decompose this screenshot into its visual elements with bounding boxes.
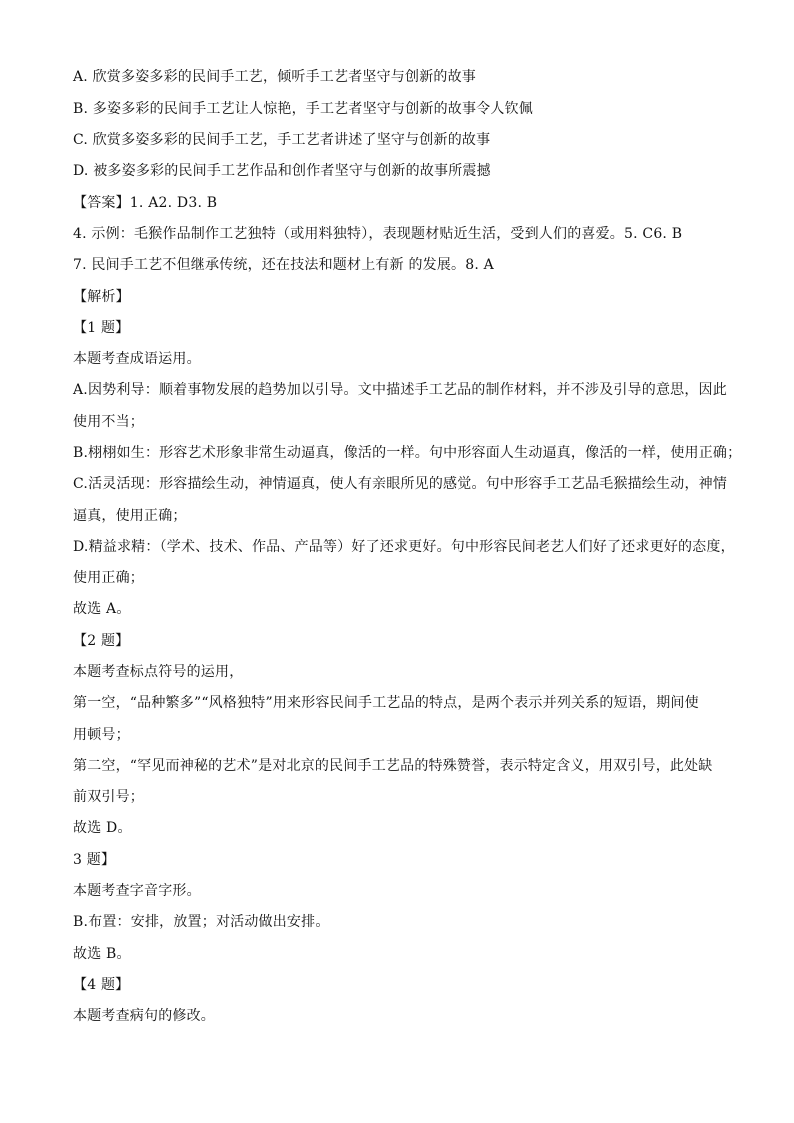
question-4-heading: 【4 题】 [73, 977, 130, 993]
option-d-line: D. 被多姿多彩的民间手工艺作品和创作者坚守与创新的故事所震撼 [73, 163, 491, 179]
analysis-heading: 【解析】 [73, 289, 130, 305]
q1-intro: 本题考查成语运用。 [73, 351, 201, 367]
q3-conclusion: 故选 B。 [73, 946, 131, 962]
q2-blank-1: 第一空，“品种繁多”“风格独特”用来形容民间手工艺品的特点，是两个表示并列关系的短语，期间使 [73, 695, 699, 711]
q1-item-a: A.因势利导：顺着事物发展的趋势加以引导。文中描述手工艺品的制作材料，并不涉及引导的意思，因此 [73, 382, 727, 398]
q3-intro: 本题考查字音字形。 [73, 883, 201, 899]
q3-item-b: B.布置：安排，放置；对活动做出安排。 [73, 914, 330, 930]
q2-blank-1-cont: 用顿号； [73, 727, 130, 743]
q2-conclusion: 故选 D。 [73, 820, 132, 836]
q4-intro: 本题考查病句的修改。 [73, 1008, 215, 1024]
question-3-heading: 3 题】 [73, 852, 116, 868]
question-1-heading: 【1 题】 [73, 320, 130, 336]
q1-item-d-cont: 使用正确； [73, 570, 144, 586]
q1-item-b: B.栩栩如生：形容艺术形象非常生动逼真，像活的一样。句中形容面人生动逼真，像活的一样，使用正确； [73, 445, 742, 461]
q2-blank-2-cont: 前双引号； [73, 789, 144, 805]
answer-line: 【答案】1. A2. D3. B [73, 195, 218, 211]
q1-conclusion: 故选 A。 [73, 601, 131, 617]
q1-item-d: D.精益求精：（学术、技术、作品、产品等）好了还求更好。句中形容民间老艺人们好了还求更好的态度， [73, 539, 735, 555]
q2-intro: 本题考查标点符号的运用， [73, 664, 244, 680]
q1-item-c: C.活灵活现：形容描绘生动，神情逼真，使人有亲眼所见的感觉。句中形容手工艺品毛猴描绘生动，神情 [73, 476, 728, 492]
option-c-line: C. 欣赏多姿多彩的民间手工艺，手工艺者讲述了坚守与创新的故事 [73, 132, 491, 148]
option-a-line: A. 欣赏多姿多彩的民间手工艺，倾听手工艺者坚守与创新的故事 [73, 69, 477, 85]
answer-line-7: 7. 民间手工艺不但继承传统，还在技法和题材上有新 的发展。8. A [73, 257, 494, 273]
option-b-line: B. 多姿多彩的民间手工艺让人惊艳，手工艺者坚守与创新的故事令人钦佩 [73, 101, 533, 117]
q1-item-c-cont: 逼真，使用正确； [73, 508, 187, 524]
q2-blank-2: 第二空，“罕见而神秘的艺术”是对北京的民间手工艺品的特殊赞誉，表示特定含义，用双引号，此处缺 [73, 758, 713, 774]
answer-line-4: 4. 示例：毛猴作品制作工艺独特（或用料独特），表现题材贴近生活，受到人们的喜爱。5. C6. B [73, 226, 683, 242]
q1-item-a-cont: 使用不当； [73, 414, 144, 430]
question-2-heading: 【2 题】 [73, 633, 130, 649]
